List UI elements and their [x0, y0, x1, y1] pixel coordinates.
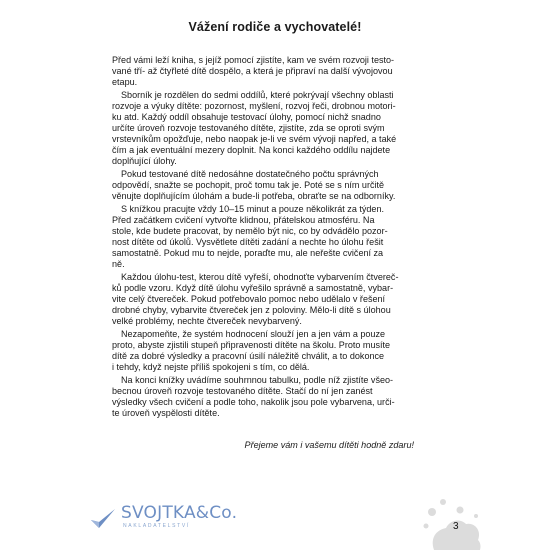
closing-wish: Přejeme vám i vašemu dítěti hodně zdaru! [244, 440, 414, 450]
text-line: vite celý čtvereček. Pokud potřebovalo pomoc nebo udělalo v řešení [112, 294, 386, 304]
text-line: velké problémy, nechte čtvereček nevybarvený. [112, 316, 302, 326]
text-line: Pokud testované dítě nedosáhne dostatečného počtu správných [121, 169, 379, 179]
body-paragraph [112, 329, 418, 373]
body-text [112, 55, 418, 421]
body-paragraph [112, 90, 418, 167]
text-line: stole, kde budete pracovat, by nemělo být nic, co by odvádělo pozor- [112, 226, 388, 236]
text-line: Sborník je rozdělen do sedmi oddílů, které pokrývají všechny oblasti [121, 90, 394, 100]
text-line: becnou úroveň rozvoje testovaného dítěte. Stačí do ní jen zanést [112, 386, 373, 396]
text-line: Každou úlohu-test, kterou dítě vyřeší, ohodnoťte vybarvením čtvereč- [121, 272, 399, 282]
text-line: rozvoje a výuky dítěte: pozornost, myšlení, rozvoj řeči, drobnou motori- [112, 101, 396, 111]
text-line: ně. [112, 259, 125, 269]
text-line: Nezapomeňte, že systém hodnocení slouží jen a jen vám a pouze [121, 329, 386, 339]
text-line: vrstevníkům opožďuje, nebo naopak je-li ve svém vývoji napřed, a také [112, 134, 397, 144]
text-line: nost dítěte od úkolů. Vysvětlete dítěti zadání a nechte ho úlohu řešit [112, 237, 384, 247]
text-line: Před začátkem cvičení vytvořte klidnou, přátelskou atmosféru. Na [112, 215, 375, 225]
text-line: odpovědí, snažte se pochopit, proč tomu tak je. Poté se s ním určitě [112, 180, 385, 190]
text-line: proto, abyste zjistili stupeň připravenosti dítěte na školu. Proto musíte [112, 340, 391, 350]
text-line: samostatně. Pokud mu to nejde, poraďte mu, ale neřešte cvičení za [112, 248, 384, 258]
text-line: te úroveň vyspělosti dítěte. [112, 408, 220, 418]
publisher-logo [88, 504, 237, 540]
text-line: ku atd. Každý oddíl obsahuje testovací úlohy, pomocí nichž snadno [112, 112, 381, 122]
paint-splash-icon [416, 490, 486, 550]
body-paragraph [112, 204, 418, 270]
text-line: Před vámi leží kniha, s jejíž pomocí zjistíte, kam ve svém rozvoji testo- [112, 55, 395, 65]
text-line: výsledky všech cvičení a podle toho, nakolik jsou pole vybarvena, urči- [112, 397, 395, 407]
page-number: 3 [453, 521, 459, 532]
body-paragraph [112, 375, 418, 419]
text-line: určíte úroveň rozvoje testovaného dítěte, zjistíte, zda se oproti svým [112, 123, 385, 133]
text-line: S knížkou pracujte vždy 10–15 minut a pouze několikrát za týden. [121, 204, 385, 214]
text-line: drobné chyby, vybarvite čtvereček jen z poloviny. Mělo-li dítě s úlohou [112, 305, 391, 315]
publisher-subtitle: NAKLADATELSTVÍ [123, 523, 191, 529]
page-title: Vážení rodiče a vychovatelé! [188, 20, 362, 34]
text-line: čím a jak eventuální mezery doplnit. Na konci každého oddílu najdete [112, 145, 391, 155]
text-line: i tehdy, když nejste příliš spokojeni s tím, co dělá. [112, 362, 310, 372]
body-paragraph [112, 55, 418, 88]
body-paragraph [112, 272, 418, 327]
text-line: vané tří- až čtyřleté dítě dospělo, a která je připraví na další vývojovou [112, 66, 393, 76]
text-line: ků podle vzoru. Když dítě úlohu vyřešilo správně a samostatně, vybar- [112, 283, 394, 293]
publisher-name: SVOJTKA&Co. [121, 503, 238, 523]
text-line: věnujte doplňujícím úlohám a bude-li potřeba, obraťte se na odborníky. [112, 191, 396, 201]
text-line: etapu. [112, 77, 138, 87]
text-line: dítě za dobré výsledky a pracovní úsilí náležitě chválit, a to dokonce [112, 351, 385, 361]
text-line: doplňující úlohy. [112, 156, 177, 166]
body-paragraph [112, 169, 418, 202]
text-line: Na konci knížky uvádíme souhrnnou tabulku, podle níž zjistíte všeo- [121, 375, 394, 385]
check-mark-icon [88, 504, 118, 534]
